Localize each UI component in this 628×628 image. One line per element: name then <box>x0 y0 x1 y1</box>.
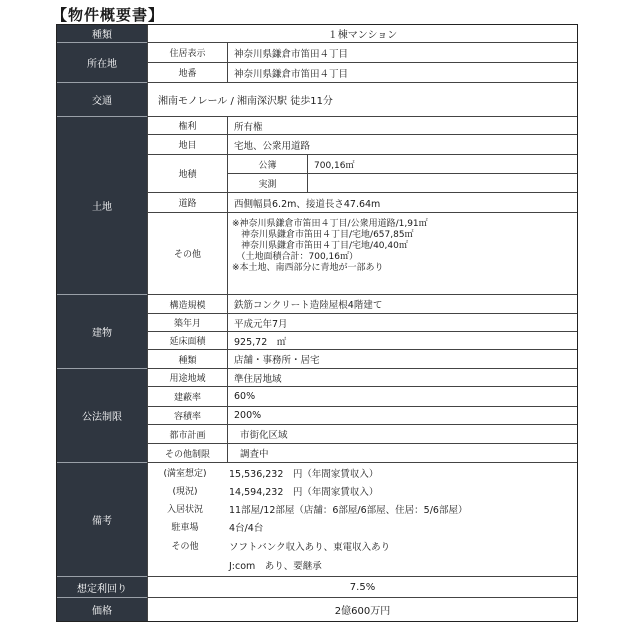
value-road: 西側幅員6.2m、接道長さ47.64m <box>227 193 577 213</box>
value-floor-area: 925,72 ㎡ <box>227 332 577 350</box>
label-other-restrictions: その他制限 <box>147 444 227 463</box>
label-survey-area: 実測 <box>227 174 307 193</box>
header-type: 種類 <box>57 25 147 43</box>
label-floor-area-ratio: 容積率 <box>147 407 227 425</box>
label-occupancy: 入居状況 <box>166 505 203 515</box>
value-survey-area <box>307 174 577 193</box>
value-built-date: 平成元年7月 <box>227 314 577 332</box>
value-building-type: 店舗・事務所・居宅 <box>227 350 577 369</box>
value-remarks-extra: J:com あり、要継承 <box>229 561 322 572</box>
value-full-occupancy: 15,536,232 円（年間家賃収入） <box>229 469 379 480</box>
header-building: 建物 <box>57 295 147 369</box>
land-other-notes <box>227 213 577 295</box>
label-rights: 権利 <box>147 117 227 135</box>
header-location: 所在地 <box>57 43 147 83</box>
land-note-line: 神奈川県鎌倉市笛田４丁目/宅地/657,85㎡ <box>232 230 414 240</box>
value-coverage-ratio: 60% <box>227 387 577 407</box>
value-lot-number: 神奈川県鎌倉市笛田４丁目 <box>227 63 577 83</box>
price-value: 2億600万円 <box>147 598 577 621</box>
label-building-type: 種類 <box>147 350 227 369</box>
label-city-planning: 都市計画 <box>147 425 227 444</box>
label-coverage-ratio: 建蔽率 <box>147 387 227 407</box>
property-summary-table <box>56 24 578 622</box>
label-built-date: 築年月 <box>147 314 227 332</box>
header-transport: 交通 <box>57 83 147 117</box>
value-land-category: 宅地、公衆用道路 <box>227 135 577 155</box>
label-land-other: その他 <box>147 213 227 295</box>
label-use-zone: 用途地域 <box>147 369 227 387</box>
value-registry-area: 700,16㎡ <box>307 155 577 174</box>
value-city-planning: 市街化区域 <box>227 425 577 444</box>
label-full-occupancy: (満室想定) <box>163 469 207 479</box>
yield-value: 7.5% <box>147 577 577 598</box>
land-note-line: ※神奈川県鎌倉市笛田４丁目/公衆用道路/1,91㎡ <box>232 219 428 229</box>
header-price: 価格 <box>57 598 147 621</box>
document-title: 【物件概要書】 <box>52 6 165 24</box>
label-land-category: 地目 <box>147 135 227 155</box>
value-rights: 所有権 <box>227 117 577 135</box>
value-structure: 鉄筋コンクリート造陸屋根4階建て <box>227 295 577 314</box>
label-road: 道路 <box>147 193 227 213</box>
label-current: (現況) <box>172 487 198 497</box>
value-address: 神奈川県鎌倉市笛田４丁目 <box>227 43 577 63</box>
label-land-area: 地積 <box>147 155 227 193</box>
label-remarks-other: その他 <box>171 542 199 552</box>
land-note-line: （土地面積合計：700,16㎡） <box>232 252 358 262</box>
land-note-line: 神奈川県鎌倉市笛田４丁目/宅地/40,40㎡ <box>232 241 408 251</box>
value-occupancy: 11部屋/12部屋（店舗：6部屋/6部屋、住居：5/6部屋） <box>229 505 468 516</box>
label-address: 住居表示 <box>147 43 227 63</box>
value-parking: 4台/4台 <box>229 523 264 534</box>
value-use-zone: 準住居地域 <box>227 369 577 387</box>
transport-value: 湘南モノレール / 湘南深沢駅 徒歩11分 <box>147 83 577 117</box>
type-value: １棟マンション <box>147 25 577 43</box>
land-note-line: ※本土地、南西部分に青地が一部あり <box>232 263 384 273</box>
label-lot-number: 地番 <box>147 63 227 83</box>
header-remarks: 備考 <box>57 463 147 577</box>
value-current: 14,594,232 円（年間家賃収入） <box>229 487 379 498</box>
label-structure: 構造規模 <box>147 295 227 314</box>
value-other-restrictions: 調査中 <box>227 444 577 463</box>
header-regulation: 公法制限 <box>57 369 147 463</box>
value-remarks-other: ソフトバンク収入あり、東電収入あり <box>229 542 391 553</box>
label-registry-area: 公簿 <box>227 155 307 174</box>
value-floor-area-ratio: 200% <box>227 407 577 425</box>
label-parking: 駐車場 <box>171 523 199 533</box>
header-yield: 想定利回り <box>57 577 147 598</box>
label-floor-area: 延床面積 <box>147 332 227 350</box>
header-land: 土地 <box>57 117 147 295</box>
